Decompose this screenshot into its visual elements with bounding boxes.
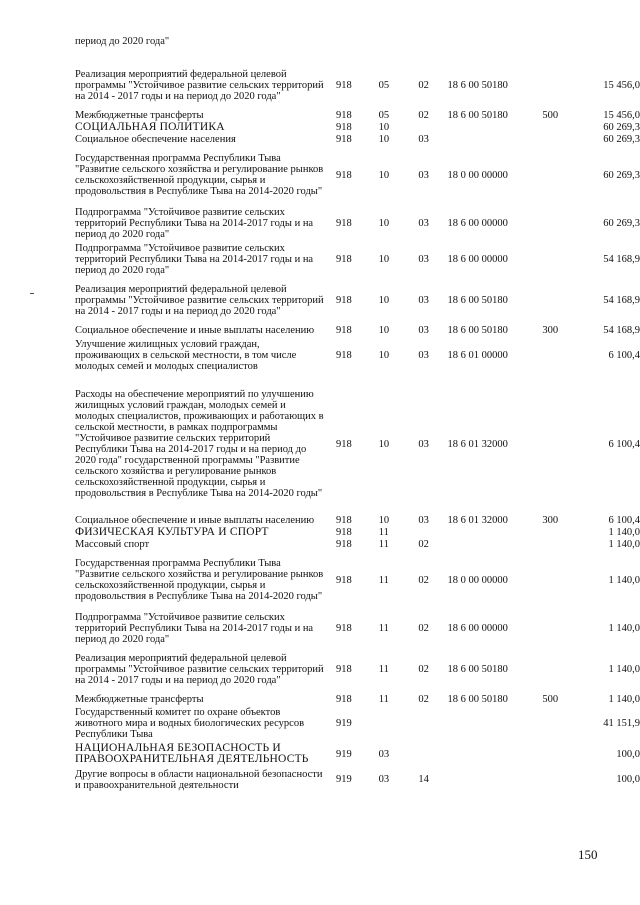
row-section-code: 10 [378,121,390,133]
row-expense-type [542,741,582,767]
row-amount: 54 168,9 [603,295,640,306]
row-amount: 1 140,0 [608,622,640,634]
row-target-article [444,741,543,767]
row-target-article [444,133,543,145]
row-subsection-code: 02 [418,80,429,91]
row-subsection-code: 03 [418,169,429,181]
row-target-article [444,705,543,741]
row-target-article [444,121,543,133]
row-subsection-code [404,741,444,767]
row-target-article [444,538,543,550]
row-name: Улучшение жилищных условий граждан, проживающих в сельской местности, в том числе молодых семей и молодых специалистов [75,338,297,372]
row-name: Социальное обеспечение и иные выплаты населению [75,324,315,336]
row-name: Другие вопросы в области национальной безопасности и правоохранительной деятельности [75,768,323,791]
row-name: Подпрограмма "Устойчивое развитие сельских территорий Республики Тыва на 2014-2017 годы и на период до 2020 года" [75,611,314,645]
table-row [75,145,640,205]
row-subsection-code: 02 [418,664,429,675]
table-row [75,526,640,538]
row-grbs-code: 918 [335,622,352,634]
row-section-code: 11 [378,622,389,634]
row-amount: 100,0 [616,748,640,760]
row-subsection-code [404,705,444,741]
row-target-article: 18 6 00 00000 [447,622,508,634]
row-section-code: 05 [378,80,390,91]
row-subsection-code: 03 [418,438,429,450]
row-subsection-code: 14 [418,774,429,785]
table-row [75,693,640,705]
budget-table [75,62,640,792]
row-section-code [364,705,404,741]
row-subsection-code: 03 [418,349,429,361]
row-section-code: 11 [378,574,389,586]
page-number: 150 [578,847,598,862]
row-amount: 100,0 [616,774,640,785]
row-name: Подпрограмма "Устойчивое развитие сельских территорий Республики Тыва на 2014-2017 годы и на период до 2020 года" [75,242,314,276]
row-name: Реализация мероприятий федеральной целевой программы "Устойчивое развитие сельских территорий на 2014 - 2017 годы и на период до 2020 года" [75,284,324,317]
row-name: Государственная программа Республики Тыва "Развитие сельского хозяйства и регулирование рынков сельскохозяйственной продукции, сырья и продовольствия в Республике Тыва на 2014-2020 годы" [75,153,324,197]
row-expense-type [542,277,582,324]
row-expense-type [542,550,582,610]
row-amount: 1 140,0 [608,693,640,705]
table-row [75,705,640,741]
row-expense-type: 500 [542,693,559,705]
table-row [75,133,640,145]
row-expense-type [542,610,582,646]
row-subsection-code [404,121,444,133]
table-row [75,741,640,767]
row-expense-type: 300 [542,324,559,336]
row-name: Межбюджетные трансферты [75,109,204,121]
row-name: Подпрограмма "Устойчивое развитие сельских территорий Республики Тыва на 2014-2017 годы и на период до 2020 года" [75,206,314,240]
row-name: Социальное обеспечение населения [75,133,236,145]
row-grbs-code: 919 [335,774,352,785]
row-name: Государственный комитет по охране объектов животного мира и водных биологических ресурсов Республики Тыва [75,706,305,740]
row-expense-type [542,374,582,514]
row-grbs-code: 918 [335,514,352,526]
row-amount: 1 140,0 [608,526,640,538]
row-section-code: 10 [378,514,390,526]
row-amount: 1 140,0 [608,574,640,586]
row-section-code: 10 [378,324,390,336]
row-grbs-code: 918 [335,526,352,538]
row-amount: 60 269,3 [603,121,640,133]
row-target-article [444,767,543,792]
row-expense-type [542,646,582,693]
row-subsection-code: 03 [418,133,429,145]
row-subsection-code: 03 [418,295,429,306]
row-section-code: 11 [378,693,389,705]
row-amount: 6 100,4 [608,514,640,526]
table-row [75,277,640,324]
row-expense-type [542,121,582,133]
table-row [75,538,640,550]
row-name: ФИЗИЧЕСКАЯ КУЛЬТУРА И СПОРТ [75,525,269,538]
row-target-article: 18 6 01 00000 [447,349,508,361]
row-section-code: 10 [378,253,390,265]
table-row [75,109,640,121]
table-row [75,121,640,133]
row-section-code: 10 [378,295,390,306]
row-subsection-code: 03 [418,253,429,265]
row-grbs-code: 919 [335,717,352,729]
table-row [75,550,640,610]
row-name: СОЦИАЛЬНАЯ ПОЛИТИКА [75,120,225,133]
row-subsection-code: 03 [418,324,429,336]
row-amount: 54 168,9 [603,253,640,265]
row-grbs-code: 918 [335,109,352,121]
row-amount: 1 140,0 [608,538,640,550]
row-amount: 54 168,9 [603,324,640,336]
row-target-article: 18 0 00 00000 [447,574,508,586]
row-name: Реализация мероприятий федеральной целевой программы "Устойчивое развитие сельских территорий на 2014 - 2017 годы и на период до 2020 года" [75,653,324,686]
row-subsection-code: 02 [418,574,429,586]
row-grbs-code: 918 [335,217,352,229]
row-section-code: 10 [378,217,390,229]
row-name: Межбюджетные трансферты [75,693,204,705]
row-target-article: 18 6 00 50180 [447,295,508,306]
row-subsection-code: 02 [418,693,429,705]
row-subsection-code: 03 [418,217,429,229]
row-name: Расходы на обеспечение мероприятий по улучшению жилищных условий граждан, молодых семей и молодых специалистов, проживающих и работающих в сельской местности, в рамках подпрограммы "Устойчивое развитие сельских территорий Республики Тыва на 2014-2017 годы и на период до 2020 года" государственной программы "Развитие сельского хозяйства и регулирование рынков сельскохозяйственной продукции, сырья и продовольствия в Республике Тыва на 2014-2020 годы" [75,389,324,499]
table-row [75,241,640,277]
table-row [75,62,640,109]
table-row [75,374,640,514]
row-target-article: 18 6 00 50180 [447,109,508,121]
row-target-article: 18 0 00 00000 [447,169,508,181]
row-amount: 6 100,4 [608,438,640,450]
table-row [75,767,640,792]
row-expense-type [542,145,582,205]
row-section-code: 05 [378,109,390,121]
row-grbs-code: 918 [335,693,352,705]
row-grbs-code: 918 [335,133,352,145]
row-grbs-code: 918 [335,349,352,361]
row-expense-type [542,767,582,792]
row-name: Реализация мероприятий федеральной целевой программы "Устойчивое развитие сельских территорий на 2014 - 2017 годы и на период до 2020 года" [75,69,324,102]
row-section-code: 10 [378,349,390,361]
row-expense-type: 300 [542,514,559,526]
row-amount: 60 269,3 [603,169,640,181]
row-subsection-code [404,526,444,538]
row-expense-type [542,62,582,109]
row-amount: 15 456,0 [603,109,640,121]
row-expense-type [542,538,582,550]
row-target-article: 18 6 00 50180 [447,693,508,705]
row-subsection-code: 02 [418,109,429,121]
row-subsection-code: 03 [418,514,429,526]
row-grbs-code: 918 [335,169,352,181]
row-section-code: 11 [378,526,389,538]
row-expense-type [542,336,582,374]
row-target-article: 18 6 00 00000 [447,253,508,265]
row-section-code: 10 [378,133,390,145]
row-expense-type [542,205,582,241]
row-grbs-code: 918 [335,574,352,586]
row-section-code: 10 [378,169,390,181]
table-row [75,514,640,526]
row-section-code: 11 [378,538,389,550]
table-row [75,324,640,336]
row-grbs-code: 918 [335,664,352,675]
margin-mark [30,293,34,294]
table-row [75,336,640,374]
row-target-article: 18 6 01 32000 [447,438,508,450]
row-name: Массовый спорт [75,538,150,550]
row-section-code: 11 [378,664,389,675]
row-subsection-code: 02 [418,622,429,634]
row-amount: 6 100,4 [608,349,640,361]
row-amount: 60 269,3 [603,133,640,145]
row-grbs-code: 918 [335,253,352,265]
row-name: Социальное обеспечение и иные выплаты населению [75,514,315,526]
row-amount: 60 269,3 [603,217,640,229]
row-expense-type [542,241,582,277]
row-target-article [444,526,543,538]
row-grbs-code: 918 [335,324,352,336]
row-section-code: 03 [378,748,390,760]
row-expense-type [542,133,582,145]
row-expense-type [542,526,582,538]
row-target-article: 18 6 00 50180 [447,80,508,91]
table-row [75,205,640,241]
row-amount: 15 456,0 [603,80,640,91]
row-target-article: 18 6 01 32000 [447,514,508,526]
row-expense-type [542,705,582,741]
row-amount: 41 151,9 [603,717,640,729]
row-grbs-code: 918 [335,295,352,306]
table-row [75,646,640,693]
row-section-code: 03 [378,774,390,785]
row-grbs-code: 918 [335,121,352,133]
row-target-article: 18 6 00 00000 [447,217,508,229]
row-section-code: 10 [378,438,390,450]
row-target-article: 18 6 00 50180 [447,664,508,675]
row-target-article: 18 6 00 50180 [447,324,508,336]
row-grbs-code: 918 [335,438,352,450]
row-amount: 1 140,0 [608,664,640,675]
budget-table-body [75,62,640,792]
row-subsection-code: 02 [418,538,429,550]
carryover-text: период до 2020 года" [75,36,170,47]
row-name: НАЦИОНАЛЬНАЯ БЕЗОПАСНОСТЬ И ПРАВООХРАНИТЕЛЬНАЯ ДЕЯТЕЛЬНОСТЬ [75,742,309,765]
row-name: Государственная программа Республики Тыва "Развитие сельского хозяйства и регулирование рынков сельскохозяйственной продукции, сырья и продовольствия в Республике Тыва на 2014-2020 годы" [75,558,324,602]
row-grbs-code: 918 [335,538,352,550]
table-row [75,610,640,646]
row-expense-type: 500 [542,109,559,121]
row-grbs-code: 918 [335,80,352,91]
row-grbs-code: 919 [335,748,352,760]
